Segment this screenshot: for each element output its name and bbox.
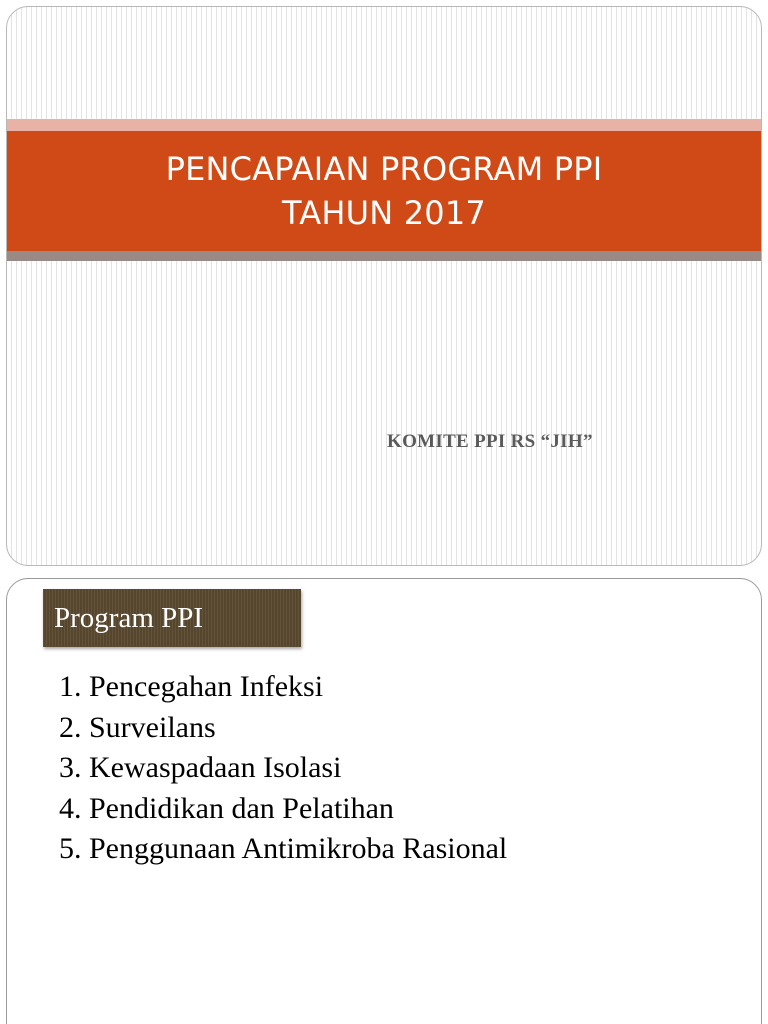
slide-subtitle: KOMITE PPI RS “JIH” <box>387 431 593 452</box>
slide-title-line-2: TAHUN 2017 <box>282 194 486 232</box>
list-item <box>59 708 507 749</box>
list-item <box>59 748 507 789</box>
section-heading: Program PPI <box>54 601 204 634</box>
title-band <box>7 131 761 251</box>
list-item-label: Pendidikan dan Pelatihan <box>89 791 394 825</box>
list-item <box>59 829 507 870</box>
title-bottom-stripe <box>7 251 761 261</box>
content-slide <box>6 578 762 1024</box>
list-item-number: 3. <box>59 751 82 784</box>
list-item <box>59 789 507 830</box>
title-slide <box>6 6 762 566</box>
list-item-label: Penggunaan Antimikroba Rasional <box>89 832 508 865</box>
list-item-label: Kewaspadaan Isolasi <box>89 751 342 784</box>
list-item-number: 2. <box>59 710 82 744</box>
list-item-number: 5. <box>59 832 82 865</box>
list-item-number: 4. <box>59 791 82 825</box>
title-top-stripe <box>7 119 761 131</box>
list-item-number: 1. <box>59 670 82 703</box>
section-heading-box <box>43 589 301 647</box>
list-item-label: Pencegahan Infeksi <box>89 670 324 703</box>
program-list <box>59 667 507 870</box>
list-item <box>59 667 507 708</box>
slide-title-line-1: PENCAPAIAN PROGRAM PPI <box>165 150 603 188</box>
list-item-label: Surveilans <box>89 710 216 744</box>
